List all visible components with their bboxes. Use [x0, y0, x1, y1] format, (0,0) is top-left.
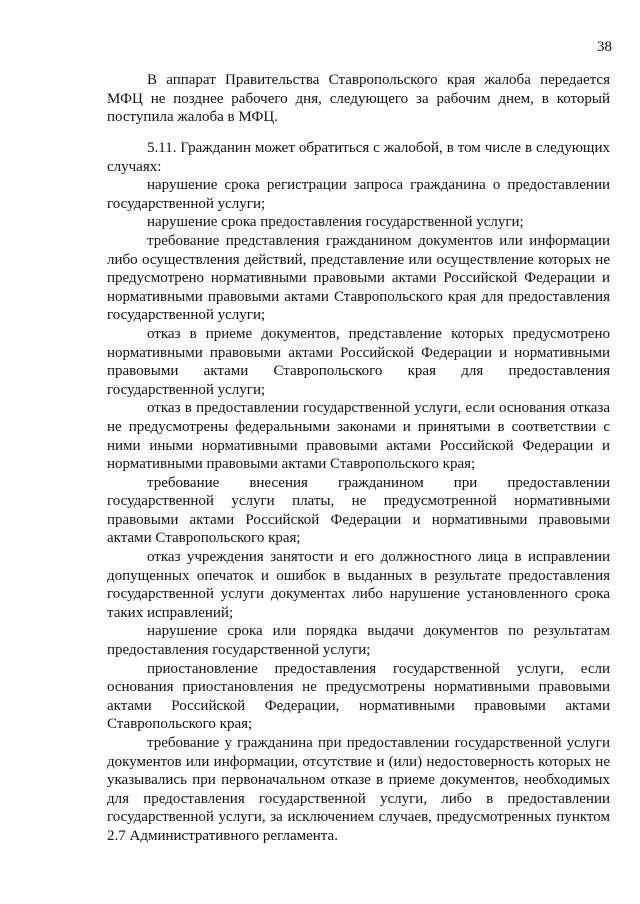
page-number: 38	[597, 39, 612, 55]
list-item: требование представления гражданином документов или информации либо осуществления действий, представление или осуществление которых не предусмотрено нормативными правовыми актами Российской Федерации и нормативными правовыми актами Ставропольского края для предоставления государственной услуги;	[107, 232, 610, 324]
list-item: нарушение срока или порядка выдачи документов по результатам предоставления государственной услуги;	[107, 623, 610, 659]
list-item: нарушение срока предоставления государственной услуги;	[147, 214, 524, 231]
list-item: требование внесения гражданином при предоставлении государственной услуги платы, не предусмотренной нормативными правовыми актами Российской Федерации и нормативными правовыми актами Ставропольского края;	[107, 474, 610, 547]
section-heading: 5.11. Гражданин может обратиться с жалобой, в том числе в следующих случаях:	[107, 140, 610, 175]
list-item: отказ учреждения занятости и его должностного лица в исправлении допущенных опечаток и ошибок в выданных в результате предоставления государственной услуги документах либо нарушение установленного срока таких исправлений;	[107, 549, 610, 621]
list-item: нарушение срока регистрации запроса гражданина о предоставлении государственной услуги;	[107, 177, 610, 212]
intro-section	[107, 71, 610, 127]
list-item: отказ в приеме документов, представление которых предусмотрено нормативными правовыми актами Российской Федерации и нормативными правовыми актами Ставропольского края для предоставления государственной услуги;	[107, 325, 610, 398]
list-item: требование у гражданина при предоставлении государственной услуги документов или информации, отсутствие и (или) недостоверность которых не указывались при первоначальном отказе в приеме документов, необходимых для предоставления государственной услуги, либо в предоставлении государственной услуги, за исключением случаев, предусмотренных пунктом 2.7 Административного регламента.	[107, 735, 610, 844]
list-item: приостановление предоставления государственной услуги, если основания приостановления не предусмотрены нормативными правовыми актами Российской Федерации, нормативными правовыми актами Ставропольского края;	[107, 660, 610, 733]
intro-paragraph: В аппарат Правительства Ставропольского края жалоба передается МФЦ не позднее рабочего дня, следующего за рабочим днем, в который поступила жалоба в МФЦ.	[107, 72, 610, 126]
section-5-11	[107, 139, 610, 846]
list-item: отказ в предоставлении государственной услуги, если основания отказа не предусмотрены федеральными законами и принятыми в соответствии с ними иными нормативными правовыми актами Российской Федерации и нормативными правовыми актами Ставропольского края;	[107, 400, 610, 473]
